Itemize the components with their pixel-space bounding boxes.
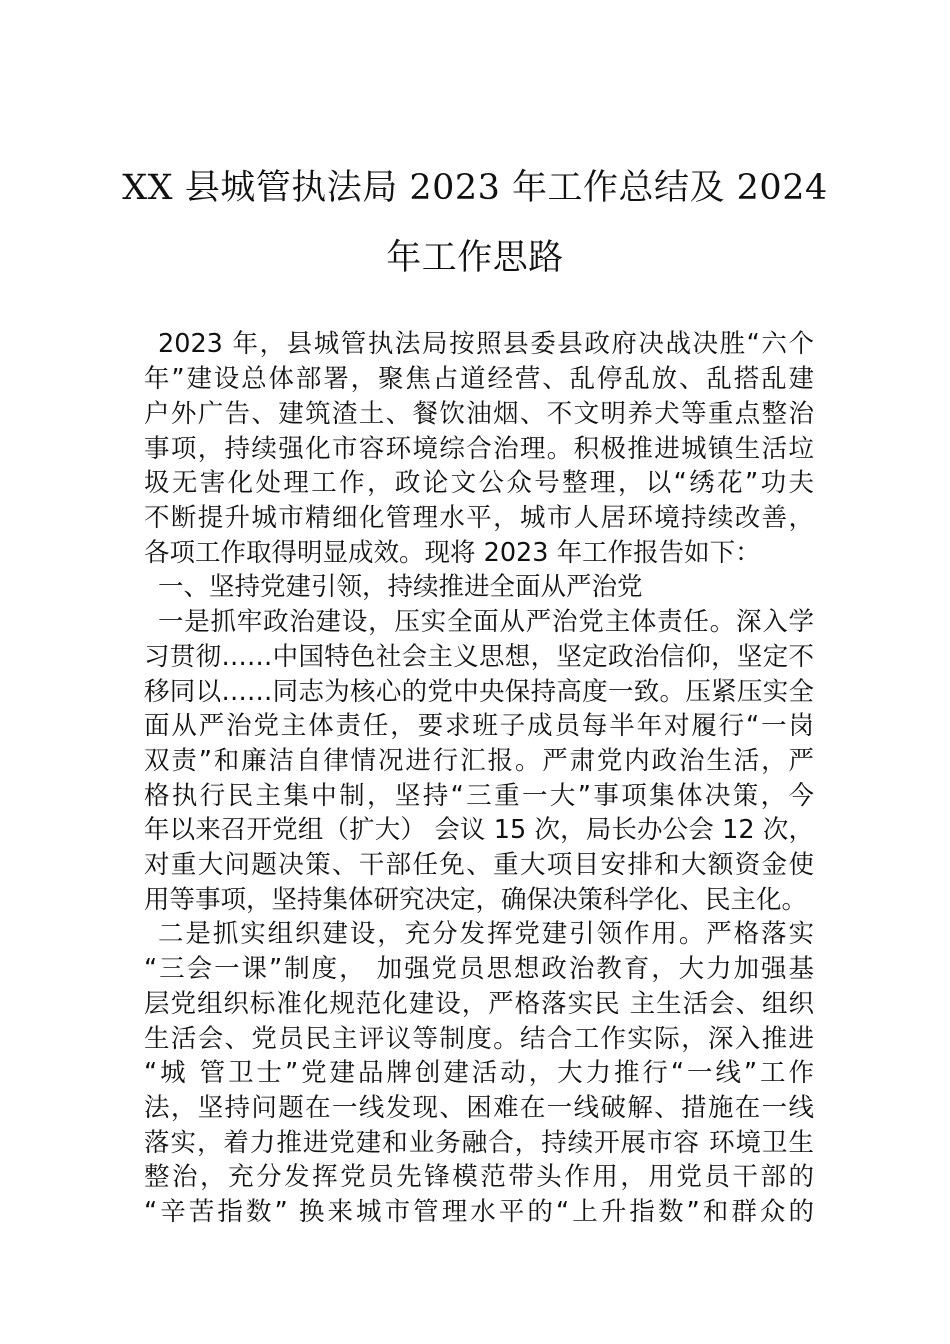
paragraph-line: 各项工作取得明显成效。现将 2023 年工作报告如下： bbox=[144, 538, 761, 568]
paragraph-line: 法，坚持问题在一线发现、困难在一线破解、措施在一线 bbox=[144, 1093, 814, 1123]
paragraph-line: 年”建设总体部署，聚焦占道经营、乱停乱放、乱搭乱建 bbox=[144, 364, 814, 394]
paragraph-line: 双责”和廉洁自律情况进行汇报。严肃党内政治生活，严 bbox=[144, 746, 814, 776]
paragraph-line: 用等事项，坚持集体研究决定，确保决策科学化、民主化。 bbox=[144, 885, 808, 915]
document-title-line-1: XX 县城管执法局 2023 年工作总结及 2024 bbox=[122, 168, 828, 208]
paragraph-line: 二是抓实组织建设，充分发挥党建引领作用。严格落实 bbox=[158, 919, 814, 949]
paragraph-line: “三会一课”制度， 加强党员思想政治教育，大力加强基 bbox=[144, 954, 814, 984]
paragraph-line: 落实，着力推进党建和业务融合，持续开展市容 环境卫生 bbox=[144, 1128, 814, 1158]
paragraph-line: 户外广告、建筑渣土、餐饮油烟、不文明养犬等重点整治 bbox=[144, 399, 814, 429]
paragraph-line: 层党组织标准化规范化建设，严格落实民 主生活会、组织 bbox=[144, 989, 814, 1019]
paragraph-line: 一是抓牢政治建设，压实全面从严治党主体责任。深入学 bbox=[158, 607, 814, 637]
paragraph-line: 整治，充分发挥党员先锋模范带头作用，用党员干部的 bbox=[144, 1162, 814, 1192]
section-heading: 一、坚持党建引领，持续推进全面从严治党 bbox=[158, 572, 643, 602]
paragraph-line: “城 管卫士”党建品牌创建活动，大力推行“一线”工作 bbox=[144, 1058, 814, 1088]
paragraph-line: 移同以……同志为核心的党中央保持高度一致。压紧压实全 bbox=[144, 677, 814, 707]
paragraph-line: 不断提升城市精细化管理水平，城市人居环境持续改善， bbox=[144, 503, 814, 533]
paragraph-line: 生活会、党员民主评议等制度。结合工作实际，深入推进 bbox=[144, 1024, 814, 1054]
paragraph-line: 对重大问题决策、干部任免、重大项目安排和大额资金使 bbox=[144, 850, 814, 880]
paragraph-line: 面从严治党主体责任，要求班子成员每半年对履行“一岗 bbox=[144, 711, 814, 741]
paragraph-line: 2023 年，县城管执法局按照县委县政府决战决胜“六个 bbox=[158, 329, 814, 359]
paragraph-line: 圾无害化处理工作，政论文公众号整理，以“绣花”功夫 bbox=[144, 468, 814, 498]
paragraph-line: “辛苦指数” 换来城市管理水平的“上升指数”和群众的 bbox=[144, 1197, 814, 1227]
paragraph-line: 年以来召开党组（扩大） 会议 15 次，局长办公会 12 次， bbox=[144, 815, 814, 845]
paragraph-line: 习贯彻……中国特色社会主义思想，坚定政治信仰，坚定不 bbox=[144, 642, 814, 672]
paragraph-line: 格执行民主集中制，坚持“三重一大”事项集体决策，今 bbox=[144, 781, 814, 811]
paragraph-line: 事项，持续强化市容环境综合治理。积极推进城镇生活垃 bbox=[144, 434, 814, 464]
document-title-line-2: 年工作思路 bbox=[386, 238, 564, 278]
